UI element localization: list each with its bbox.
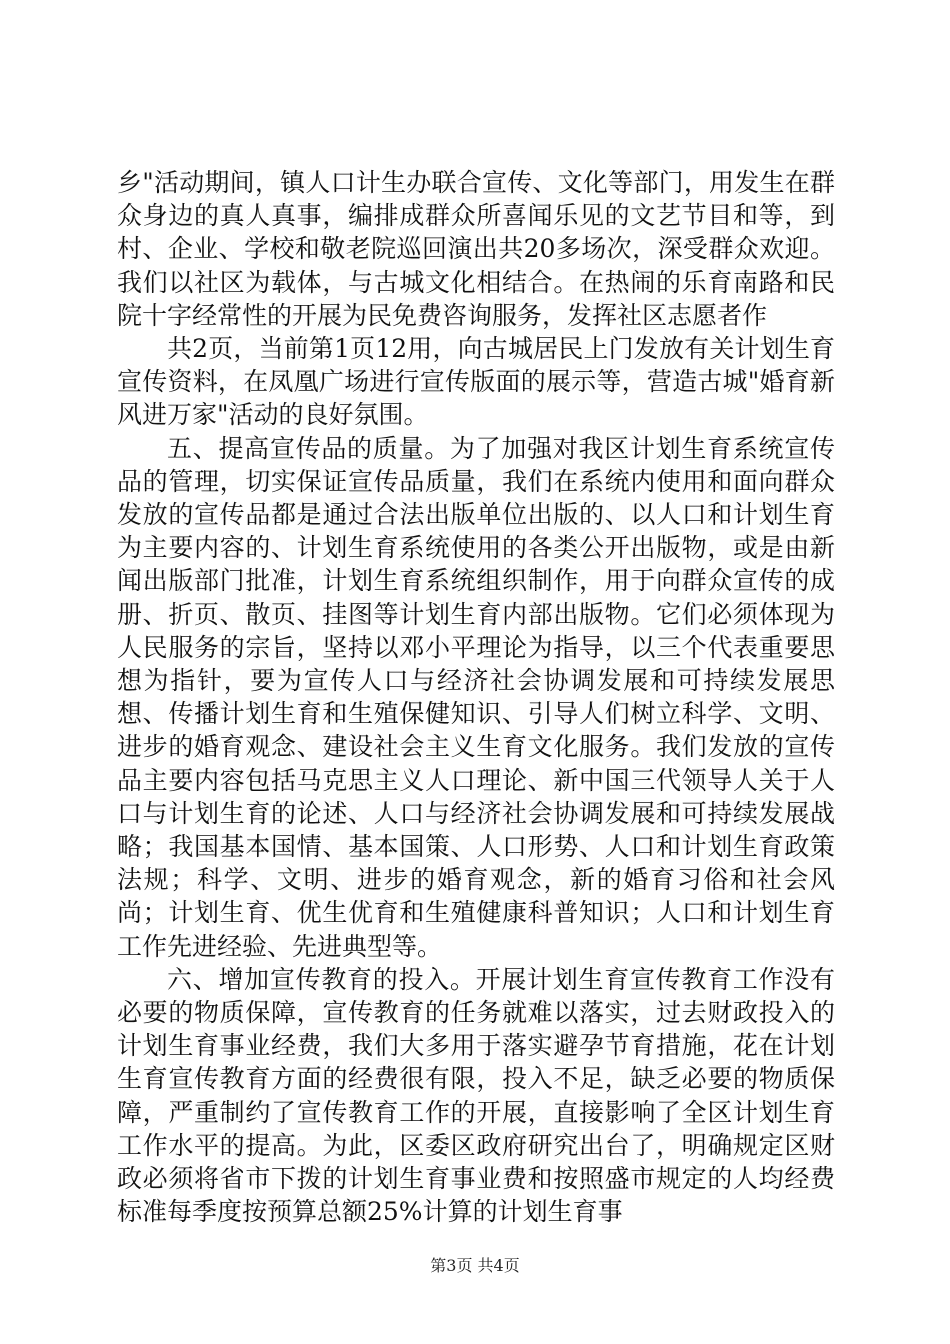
document-body bbox=[117, 166, 835, 1229]
paragraph-section-five: 五、提高宣传品的质量。为了加强对我区计划生育系统宣传品的管理，切实保证宣传品质量，我们在系统内使用和面向群众发放的宣传品都是通过合法出版单位出版的、以人口和计划生育为主要内容的、计划生育系统使用的各类公开出版物，或是由新闻出版部门批准，计划生育系统组织制作，用于向群众宣传的成册、折页、散页、挂图等计划生育内部出版物。它们必须体现为人民服务的宗旨，坚持以邓小平理论为指导，以三个代表重要思想为指针，要为宣传人口与经济社会协调发展和可持续发展思想、传播计划生育和生殖保健知识、引导人们树立科学、文明、进步的婚育观念、建设社会主义生育文化服务。我们发放的宣传品主要内容包括马克思主义人口理论、新中国三代领导人关于人口与计划生育的论述、人口与经济社会协调发展和可持续发展战略；我国基本国情、基本国策、人口形势、人口和计划生育政策法规；科学、文明、进步的婚育观念，新的婚育习俗和社会风尚；计划生育、优生优育和生殖健康科普知识；人口和计划生育工作先进经验、先进典型等。 bbox=[117, 433, 835, 961]
page-number-footer: 第3页 共4页 bbox=[430, 1256, 520, 1275]
paragraph-continuation: 乡"活动期间，镇人口计生办联合宣传、文化等部门，用发生在群众身边的真人真事，编排成群众所喜闻乐见的文艺节目和等，到村、企业、学校和敬老院巡回演出共20多场次，深受群众欢迎。我们以社区为载体，与古城文化相结合。在热闹的乐育南路和民院十字经常性的开展为民免费咨询服务，发挥社区志愿者作 bbox=[117, 168, 835, 330]
paragraph-page-note: 共2页，当前第1页12用，向古城居民上门发放有关计划生育宣传资料，在凤凰广场进行宣传版面的展示等，营造古城"婚育新风进万家"活动的良好氛围。 bbox=[117, 334, 835, 430]
paragraph-section-six: 六、增加宣传教育的投入。开展计划生育宣传教育工作没有必要的物质保障，宣传教育的任务就难以落实，过去财政投入的计划生育事业经费，我们大多用于落实避孕节育措施，花在计划生育宣传教育方面的经费很有限，投入不足，缺乏必要的物质保障，严重制约了宣传教育工作的开展，直接影响了全区计划生育工作水平的提高。为此，区委区政府研究出台了，明确规定区财政必须将省市下拨的计划生育事业费和按照盛市规定的人均经费标准每季度按预算总额25%计算的计划生育事 bbox=[117, 964, 835, 1227]
